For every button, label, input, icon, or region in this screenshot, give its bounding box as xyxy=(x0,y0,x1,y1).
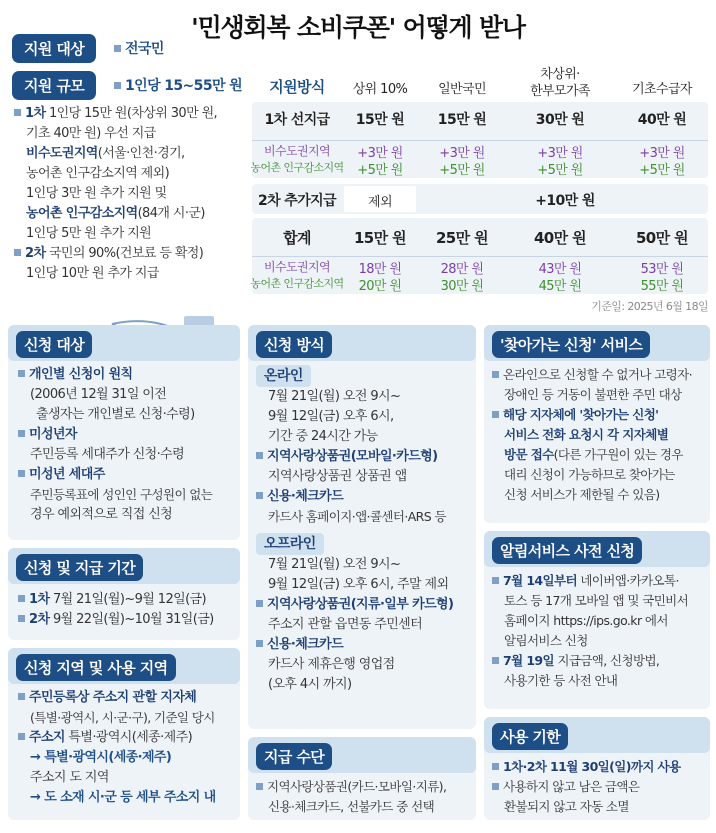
total-a-v3: 43만 원 xyxy=(538,262,582,277)
row1-general: 15만 원 xyxy=(437,112,487,128)
alarm-section: 알림서비스 사전 신청 7월 14일부터 네이버앱·카카오톡· 토스 등 17개 모바일 앱 및 국민비서 홈페이지 https://ips.go.kr 에서 알림서비스 신청 7월 19일 지급금액, 신청방법, 사용기한 등 사전 안내 xyxy=(484,531,710,709)
row1b-label: 농어촌 인구감소지역 xyxy=(250,161,344,174)
target-label: 지원 대상 xyxy=(12,34,96,63)
row1b-v4: +5만 원 xyxy=(639,163,685,178)
header-basic: 기초수급자 xyxy=(632,82,692,97)
row2-extra: +10만 원 xyxy=(535,193,595,209)
base-date: 기준일: 2025년 6월 18일 xyxy=(591,300,708,313)
row1b-v1: +5만 원 xyxy=(357,163,403,178)
total-a-v4: 53만 원 xyxy=(640,262,684,277)
region-label: 신청 지역 및 사용 지역 xyxy=(16,654,176,681)
region-section: 신청 지역 및 사용 지역 주민등록상 주소지 관할 지자체 (특별·광역시, 시·군·구), 기준일 당시 주소지 특별·광역시(세종·제주) → 특별·광역시(세종·제주) 주소지 도 지역 → 도 소재 시·군 등 세부 주소지 내 xyxy=(8,648,240,820)
header-general: 일반국민 xyxy=(438,82,486,97)
total-b-label: 농어촌 인구감소지역 xyxy=(250,277,344,290)
apply-target-label: 신청 대상 xyxy=(16,331,92,358)
total-a-v1: 18만 원 xyxy=(358,262,402,277)
individual-principle: 개인별 신청이 원칙 xyxy=(18,365,232,385)
scale-details: 1차 1인당 15만 원(차상위 30만 원, 기초 40만 원) 우선 지급 비수도권지역(서울·인천·경기, 농어촌 인구감소지역 제외) 1인당 3만 원 추가 지원 및 농어촌 인구감소지역(84개 시·군) 1인당 5만 원 추가 지원 2차 국민의 90%(건보료 등 확정) 1인당 10만 원 추가 지급 xyxy=(14,104,249,284)
row1a-v3: +3만 원 xyxy=(537,146,583,161)
minor-head: 미성년 세대주 xyxy=(18,465,232,485)
row1a-label: 비수도권지역 xyxy=(264,144,330,158)
total-a-v2: 28만 원 xyxy=(440,262,484,277)
period-label: 신청 및 지급 기간 xyxy=(16,554,143,581)
scale-value: 1인당 15~55만 원 xyxy=(114,75,242,95)
row2-label: 2차 추가지급 xyxy=(257,193,337,209)
row1b-v3: +5만 원 xyxy=(537,163,583,178)
header-method: 지원방식 xyxy=(269,78,325,96)
method-label: 신청 방식 xyxy=(256,331,332,358)
page-title: '민생회복 소비쿠폰' 어떻게 받나 xyxy=(191,13,525,42)
period-section: 신청 및 지급 기간 1차 7월 21일(월)~9월 12일(금) 2차 9월 22일(월)~10월 31일(금) xyxy=(8,548,240,640)
header-top10: 상위 10% xyxy=(352,82,408,97)
limit-section: 사용 기한 1차·2차 11월 30일(일)까지 사용 사용하지 않고 남은 금액은 환불되지 않고 자동 소멸 xyxy=(484,717,710,820)
row1-top10: 15만 원 xyxy=(355,112,405,128)
total-v1: 15만 원 xyxy=(353,229,407,247)
total-b-v2: 30만 원 xyxy=(440,279,484,294)
online-label: 온라인 xyxy=(256,365,311,387)
means-label: 지급 수단 xyxy=(256,743,332,770)
support-table xyxy=(252,62,708,312)
visit-section: '찾아가는 신청' 서비스 온라인으로 신청할 수 없거나 고령자· 장애인 등 거동이 불편한 주민 대상 해당 지자체에 '찾아가는 신청' 서비스 전화 요청시 각 지자체별 방문 접수(다른 가구원이 있는 경우 대리 신청이 가능하므로 찾아가는 신청 서비스가 제한될 수 있음) xyxy=(484,325,710,523)
total-v3: 40만 원 xyxy=(533,229,587,247)
limit-label: 사용 기한 xyxy=(492,723,568,750)
means-section: 지급 수단 지역사랑상품권(카드·모바일·지류), 신용·체크카드, 선불카드 중 선택 xyxy=(248,737,476,820)
minor: 미성년자 xyxy=(18,425,232,445)
row1-basic: 40만 원 xyxy=(637,112,687,128)
total-b-v1: 20만 원 xyxy=(358,279,402,294)
row1-low: 30만 원 xyxy=(535,112,585,128)
scale-label: 지원 규모 xyxy=(12,71,96,100)
total-b-v4: 55만 원 xyxy=(640,279,684,294)
row2-excluded: 제외 xyxy=(368,195,392,210)
method-section: 신청 방식 온라인 7월 21일(월) 오전 9시~ 9월 12일(금) 오후 6시, 기간 중 24시간 가능 지역사랑상품권(모바일·카드형) 지역사랑상품권 상품권 앱 신용·체크카드 카드사 홈페이지·앱·콜센터·ARS 등 오프라인 7월 21일(월) 오전 9시~ 9월 12일(금) 오후 6시, 주말 제외 지역사랑상품권(지류·일부 카드형) 주소지 관할 읍면동 주민센터 신용·체크카드 카드사 제휴은행 영업점 (오후 4시 까지) xyxy=(248,325,476,729)
row1b-v2: +5만 원 xyxy=(439,163,485,178)
target-value: 전국민 xyxy=(114,38,164,58)
row1a-v1: +3만 원 xyxy=(357,146,403,161)
total-a-label: 비수도권지역 xyxy=(264,260,330,274)
total-v4: 50만 원 xyxy=(635,229,689,247)
header-low-income: 차상위· 한부모가족 xyxy=(530,67,590,99)
row1a-v4: +3만 원 xyxy=(639,146,685,161)
alarm-label: 알림서비스 사전 신청 xyxy=(492,537,642,564)
row1a-v2: +3만 원 xyxy=(439,146,485,161)
apply-target-section: 신청 대상 개인별 신청이 원칙 (2006년 12월 31일 이전 출생자는 개인별로 신청·수령) 미성년자 주민등록 세대주가 신청·수령 미성년 세대주 주민등록표에 성인인 구성원이 없는 경우 예외적으로 직접 신청 xyxy=(8,325,240,540)
offline-label: 오프라인 xyxy=(256,533,324,555)
total-label: 합계 xyxy=(283,229,311,247)
total-v2: 25만 원 xyxy=(435,229,489,247)
total-b-v3: 45만 원 xyxy=(538,279,582,294)
row1-label: 1차 선지급 xyxy=(264,112,330,128)
visit-label: '찾아가는 신청' 서비스 xyxy=(492,331,650,358)
